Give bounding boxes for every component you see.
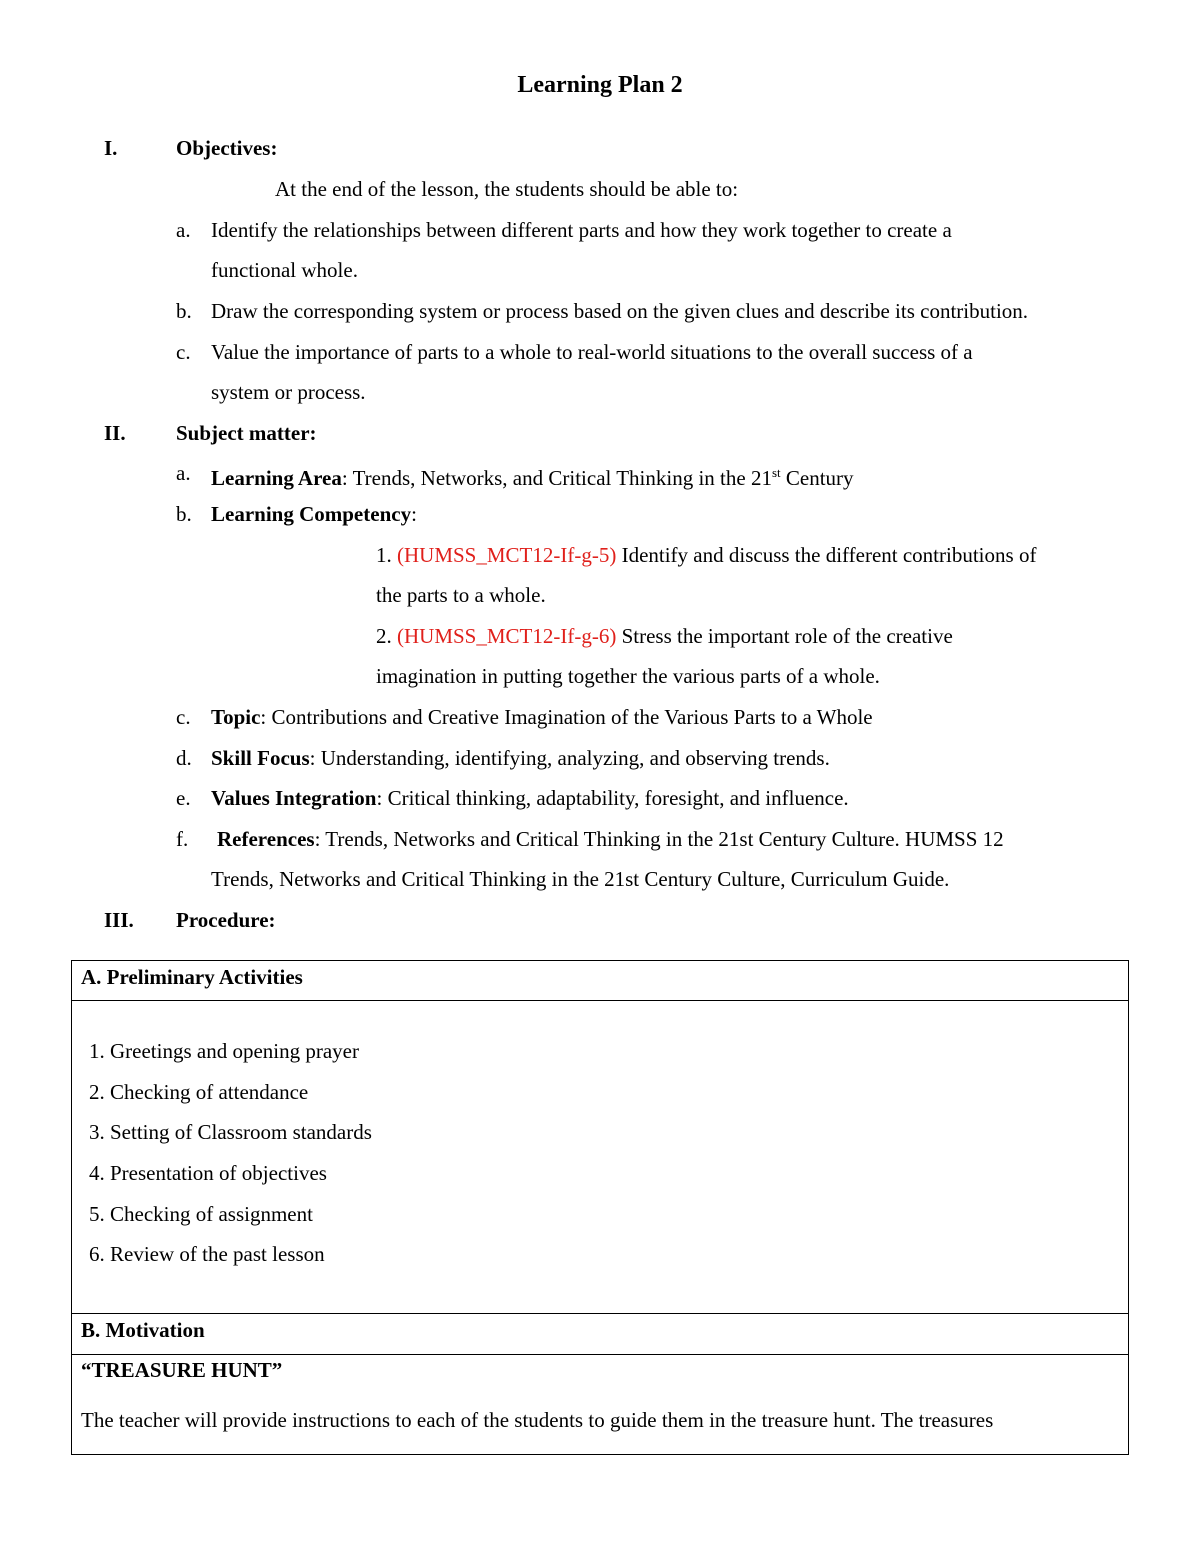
list-item: 4. Presentation of objectives <box>89 1161 327 1185</box>
list-item: 5. Checking of assignment <box>89 1202 313 1226</box>
subject-letter: e. <box>176 786 191 810</box>
learning-competency <box>211 500 417 528</box>
subject-letter: d. <box>176 746 192 770</box>
table-rule <box>71 1454 1129 1455</box>
skill-focus <box>211 744 830 772</box>
references <box>217 825 1004 853</box>
learning-area-label: Learning Area <box>211 466 342 490</box>
objective-letter: c. <box>176 340 191 364</box>
procedure-heading: Procedure: <box>176 908 276 932</box>
competency-text: Stress the important role of the creative <box>616 624 953 648</box>
objective-text: functional whole. <box>211 258 358 282</box>
list-item: 2. Checking of attendance <box>89 1080 309 1104</box>
competency-number: 1. <box>376 543 397 567</box>
values-integration <box>211 784 849 812</box>
colon: : <box>411 502 417 526</box>
section-numeral-subject: II. <box>104 421 126 445</box>
learning-area-text: : Trends, Networks, and Critical Thinking in the 21 <box>341 466 772 490</box>
objectives-heading: Objectives: <box>176 136 278 160</box>
learning-area-text-end: Century <box>780 466 854 490</box>
objective-letter: a. <box>176 218 191 242</box>
section-numeral-procedure: III. <box>104 908 134 932</box>
competency-item <box>376 622 953 650</box>
activity-title: “TREASURE HUNT” <box>81 1358 283 1382</box>
subject-letter: a. <box>176 461 191 485</box>
competency-text-cont: imagination in putting together the various parts of a whole. <box>376 664 880 688</box>
preliminary-heading: A. Preliminary Activities <box>81 965 303 989</box>
references-text-cont: Trends, Networks and Critical Thinking in the 21st Century Culture, Curriculum Guide. <box>211 867 950 891</box>
motivation-heading: B. Motivation <box>81 1318 205 1342</box>
topic-text: : Contributions and Creative Imagination of the Various Parts to a Whole <box>260 705 873 729</box>
topic <box>211 703 873 731</box>
references-label: References <box>217 827 315 851</box>
table-rule <box>71 1313 1129 1314</box>
table-rule <box>71 1354 1129 1355</box>
subject-heading: Subject matter: <box>176 421 317 445</box>
objective-text: Draw the corresponding system or process based on the given clues and describe its contribution. <box>211 299 1029 323</box>
superscript: st <box>771 465 781 480</box>
subject-letter: b. <box>176 502 192 526</box>
values-integration-label: Values Integration <box>211 786 377 810</box>
list-item: 1. Greetings and opening prayer <box>89 1039 359 1063</box>
section-numeral-objectives: I. <box>104 136 118 160</box>
table-rule <box>71 1000 1129 1001</box>
objective-text: Identify the relationships between different parts and how they work together to create a <box>211 218 952 242</box>
competency-text-cont: the parts to a whole. <box>376 583 546 607</box>
competency-code: (HUMSS_MCT12-If-g-5) <box>397 543 617 567</box>
skill-focus-text: : Understanding, identifying, analyzing, and observing trends. <box>309 746 830 770</box>
references-text: : Trends, Networks and Critical Thinking in the 21st Century Culture. HUMSS 12 <box>314 827 1004 851</box>
objective-letter: b. <box>176 299 192 323</box>
list-item: 6. Review of the past lesson <box>89 1242 325 1266</box>
table-border-left <box>71 960 72 1455</box>
topic-label: Topic <box>211 705 261 729</box>
table-rule <box>71 960 1129 961</box>
competency-code: (HUMSS_MCT12-If-g-6) <box>397 624 617 648</box>
competency-item <box>376 541 1036 569</box>
list-item: 3. Setting of Classroom standards <box>89 1120 372 1144</box>
objectives-intro: At the end of the lesson, the students should be able to: <box>275 177 739 201</box>
objective-text: Value the importance of parts to a whole to real-world situations to the overall success of a <box>211 340 973 364</box>
competency-text: Identify and discuss the different contributions of <box>616 543 1037 567</box>
procedure-table <box>71 960 1129 1455</box>
values-integration-text: : Critical thinking, adaptability, foresight, and influence. <box>376 786 849 810</box>
skill-focus-label: Skill Focus <box>211 746 310 770</box>
subject-letter: f. <box>176 827 189 851</box>
learning-area <box>211 459 854 492</box>
table-border-right <box>1128 960 1129 1455</box>
page-title: Learning Plan 2 <box>517 72 683 98</box>
activity-text: The teacher will provide instructions to each of the students to guide them in the treasure hunt. The treasures <box>81 1408 994 1432</box>
competency-number: 2. <box>376 624 397 648</box>
learning-competency-label: Learning Competency <box>211 502 412 526</box>
objective-text: system or process. <box>211 380 366 404</box>
subject-letter: c. <box>176 705 191 729</box>
